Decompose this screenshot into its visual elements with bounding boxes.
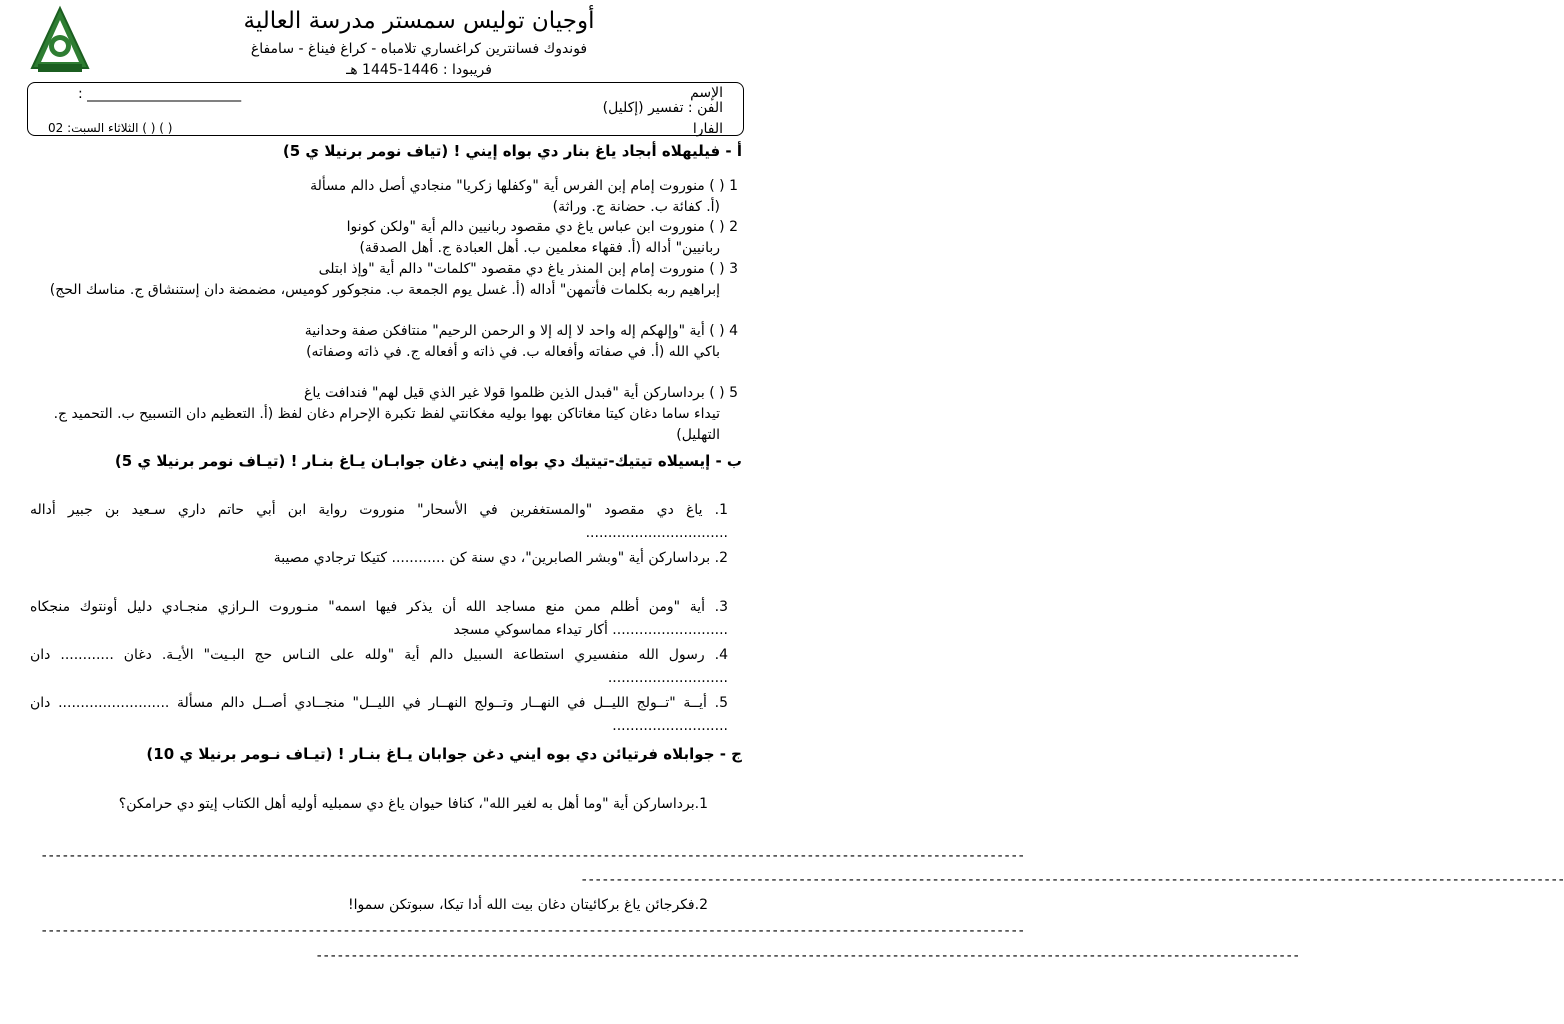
question-text: منوروت إمام إبن الفرس أية "وكفلها زكريا" منجادي أصل دالم مسألة [310, 178, 705, 194]
question-number[interactable]: 2 ( ) [709, 219, 738, 235]
question-number[interactable]: 5 ( ) [709, 385, 738, 401]
school-logo [30, 6, 90, 74]
item-number: 1. [694, 796, 708, 812]
question-options: باكي الله (أ. في صفاته وأفعاله ب. في ذاته و أفعاله ج. في ذاته وصفاته) [306, 344, 720, 360]
item-text[interactable]: أية "ومن أظلم ممن منع مساجد الله أن يذكر فيها اسمه" منـوروت الـرازي منجـادي دليل أونتوك منجكاه .......................... أكار تيداء مماسوكي مسجد [30, 599, 728, 638]
item-text: فكرجائن ياغ بركائيتان دغان بيت الله أدا تيكا، سبوتكن سموا! [348, 897, 695, 913]
question-options: تيداء ساما دغان كيتا مغاتاكن بهوا بوليه مغكانتي لفظ تكبرة الإحرام دغان لفظ (أ. التعظيم دان التسبيح ب. التحميد ج. التهليل) [53, 406, 720, 443]
question-options: إبراهيم ربه بكلمات فأتمهن" أداله (أ. غسل يوم الجمعة ب. منجوكور كوميس، مضمضة دان إستنشاق ج. مناسك الحج) [49, 282, 720, 298]
subject-label: الفن : تفسير (إكليل) [602, 100, 723, 116]
question-a-5 [40, 383, 738, 446]
question-text: منوروت إمام إبن المنذر ياغ دي مقصود "كلمات" دالم أية "وإذ ابتلى [318, 261, 705, 277]
item-number: 1. [714, 502, 728, 518]
item-text[interactable]: برداساركن أية "وبشر الصابرين"، دي سنة كن ............ كتيكا ترجادي مصيبة [273, 550, 711, 566]
question-b-1 [30, 499, 728, 545]
item-number: 2. [714, 550, 728, 566]
student-info-box [27, 82, 744, 136]
item-number: 4. [714, 647, 729, 663]
answer-line[interactable]: -------------------------------------------------------------------------------------------------------------------------------------------- [580, 872, 1564, 888]
item-number: 2. [694, 897, 708, 913]
question-options: ربانيين" أداله (أ. فقهاء معلمين ب. أهل العبادة ج. أهل الصدقة) [359, 240, 720, 256]
question-b-4 [30, 644, 728, 690]
question-b-2 [30, 547, 728, 570]
question-number[interactable]: 4 ( ) [709, 323, 738, 339]
item-number: 5. [714, 695, 729, 711]
item-text: برداساركن أية "وما أهل به لغير الله"، كنافا حيوان ياغ دي سمبليه أوليه أهل الكتاب إيتو دي حرامكن؟ [118, 796, 695, 812]
question-c-1 [40, 789, 708, 819]
question-a-4 [40, 321, 738, 363]
question-options: (أ. كفائة ب. حضانة ج. وراثة) [552, 199, 720, 215]
question-b-5 [30, 692, 728, 738]
question-text: برداساركن أية "فبدل الذين ظلموا قولا غير الذي قيل لهم" فندافت ياغ [304, 385, 705, 401]
school-title: أوجيان توليس سمستر مدرسة العالية [243, 8, 595, 34]
item-text[interactable]: أيــة "تــولج الليــل في النهــار وتــولج النهــار في الليــل" منجــادي أصــل دالم مسألة ......................... دان .......................... [30, 695, 728, 734]
question-c-2 [40, 890, 708, 920]
section-a-title: أ - فيليهلاه أبجاد ياغ بنار دي بواه إيني ! (تياف نومر برنيلا ي 5) [282, 142, 742, 160]
answer-line[interactable]: -------------------------------------------------------------------------------------------------------------------------------------------- [315, 948, 1300, 964]
question-a-1 [40, 176, 738, 218]
class-label: الفارا [692, 121, 723, 137]
question-number[interactable]: 3 ( ) [709, 261, 738, 277]
section-b-title: ب - إيسيلاه تيتيك-تيتيك دي بواه إيني دغان جوابـان يـاغ بنـار ! (تيـاف نومر برنيلا ي 5) [114, 452, 742, 470]
exam-date: ( ) ( ) الثلاثاء السبت: 02 [48, 121, 173, 135]
question-a-2 [40, 217, 738, 259]
item-text[interactable]: رسول الله منفسيري استطاعة السبيل دالم أية "ولله على النـاس حج البـيت" الأيـة. دغان ............ دان ........................... [30, 647, 728, 686]
school-address: فوندوك فسانترين كراغساري تلامباه - كراغ فيناغ - سامفاغ [250, 41, 588, 57]
question-number[interactable]: 1 ( ) [709, 178, 738, 194]
section-c-title: ج - جوابلاه فرتيائن دي بوه ايني دغن جوابان يـاغ بنـار ! (تيـاف نـومر برنيلا ي 10) [146, 745, 742, 763]
question-b-3 [30, 596, 728, 642]
item-number: 3. [714, 599, 729, 615]
question-text: منوروت ابن عباس ياغ دي مقصود ربانيين دالم أية "ولكن كونوا [346, 219, 705, 235]
name-label: الإسم [690, 85, 723, 101]
name-field[interactable]: : ______________________ [78, 86, 242, 102]
answer-line[interactable]: -------------------------------------------------------------------------------------------------------------------------------------------- [40, 923, 1025, 939]
item-text[interactable]: ياغ دي مقصود "والمستغفرين في الأسحار" منوروت رواية ابن أبي حاتم داري سـعيد بن جبير أداله ................................ [30, 502, 728, 541]
academic-year: فريبودا : 1446-1445 هـ [346, 62, 492, 78]
question-text: أية "وإلهكم إله واحد لا إله إلا و الرحمن الرحيم" منتافكن صفة وحدانية [304, 323, 705, 339]
answer-line[interactable]: -------------------------------------------------------------------------------------------------------------------------------------------- [40, 848, 1025, 864]
question-a-3 [40, 259, 738, 301]
